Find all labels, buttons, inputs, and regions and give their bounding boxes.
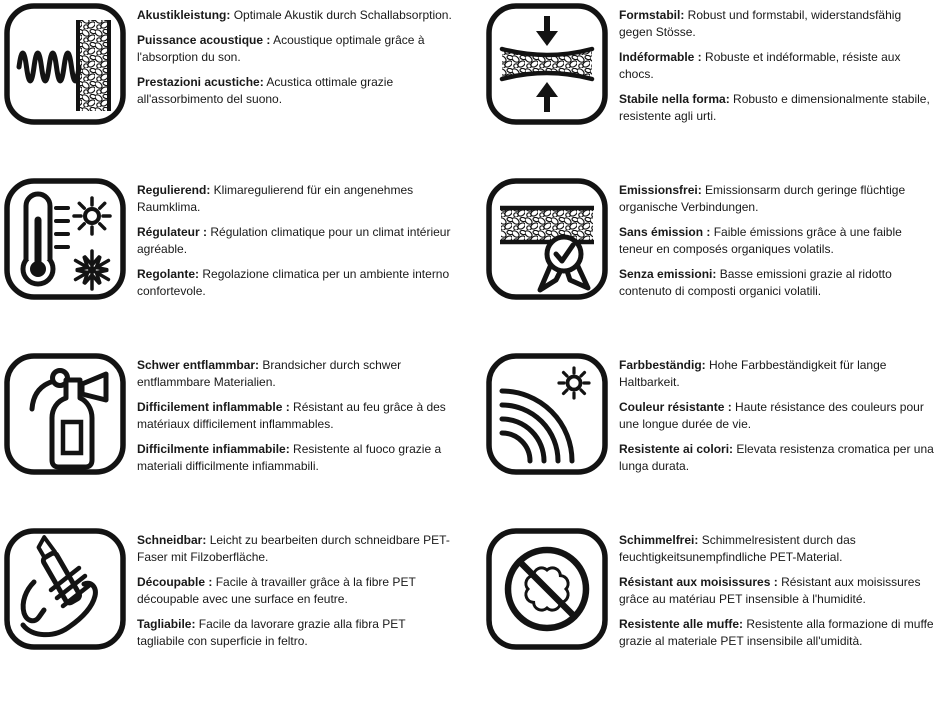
feature-label: Farbbeständig: [619, 358, 706, 372]
feature-paragraph-fr [137, 224, 453, 258]
feature-description: Leicht zu bearbeiten durch schneidbare PET-Faser mit Filzoberfläche. [137, 533, 450, 564]
feature-description: Régulation climatique pour un climat intérieur agréable. [137, 225, 451, 256]
feature-description: Résistant aux moisissures grâce au matériau PET insensible à l'humidité. [619, 575, 921, 606]
feature-paragraph-de [619, 7, 936, 41]
feature-paragraph-de [137, 182, 453, 216]
feature-description: Robuste et indéformable, résiste aux chocs. [619, 50, 901, 81]
feature-description: Emissionsarm durch geringe flüchtige organische Verbindungen. [619, 183, 906, 214]
feature-paragraph-de [137, 7, 453, 24]
feature-block-low-emission [468, 178, 936, 353]
feature-paragraph-fr [619, 49, 936, 83]
feature-text [619, 532, 936, 658]
feature-label: Regolante: [137, 267, 200, 281]
feature-paragraph-fr [137, 574, 453, 608]
feature-paragraph-fr [137, 32, 453, 66]
feature-label: Difficilmente infiammabile: [137, 442, 290, 456]
feature-text [137, 182, 453, 308]
feature-text [619, 357, 936, 483]
feature-description: Haute résistance des couleurs pour une longue durée de vie. [619, 400, 924, 431]
feature-description: Schimmelresistent durch das feuchtigkeitsunempfindliche PET-Material. [619, 533, 856, 564]
feature-description: Facile à travailler grâce à la fibre PET découpable avec une surface en feutre. [137, 575, 416, 606]
feature-paragraph-de [619, 357, 936, 391]
feature-block-fire-resistance [0, 353, 468, 528]
feature-label: Couleur résistante : [619, 400, 732, 414]
feature-text [137, 357, 453, 483]
feature-block-cuttability [0, 528, 468, 703]
feature-description: Basse emissioni grazie al ridotto contenuto di composti organici volatili. [619, 267, 892, 298]
feature-description: Klimaregulierend für ein angenehmes Raumklima. [137, 183, 414, 214]
feature-paragraph-it [619, 91, 936, 125]
fire-resistance-icon [4, 353, 126, 475]
feature-paragraph-fr [619, 399, 936, 433]
feature-label: Emissionsfrei: [619, 183, 702, 197]
feature-paragraph-it [137, 441, 453, 475]
feature-paragraph-fr [137, 399, 453, 433]
feature-block-acoustics [0, 3, 468, 178]
low-emission-icon [486, 178, 608, 300]
feature-description: Faible émissions grâce à une faible teneur en composés organiques volatils. [619, 225, 902, 256]
feature-text [137, 532, 453, 658]
feature-label: Akustikleistung: [137, 8, 231, 22]
feature-label: Prestazioni acustiche: [137, 75, 264, 89]
feature-label: Résistant aux moisissures : [619, 575, 778, 589]
feature-text [619, 7, 936, 133]
feature-paragraph-de [137, 532, 453, 566]
feature-description: Acoustique optimale grâce à l'absorption du son. [137, 33, 425, 64]
feature-description: Resistente alla formazione di muffe grazie al materiale PET insensibile all'umidità. [619, 617, 934, 648]
feature-paragraph-it [619, 441, 936, 475]
feature-block-climate-regulation [0, 178, 468, 353]
feature-label: Formstabil: [619, 8, 685, 22]
feature-block-mold-resistance [468, 528, 936, 703]
feature-label: Resistente ai colori: [619, 442, 734, 456]
feature-paragraph-it [619, 266, 936, 300]
feature-text [619, 182, 936, 308]
feature-label: Resistente alle muffe: [619, 617, 744, 631]
shape-stability-icon [486, 3, 608, 125]
feature-description: Regolazione climatica per un ambiente interno confortevole. [137, 267, 450, 298]
feature-description: Robusto e dimensionalmente stabile, resistente agli urti. [619, 92, 930, 123]
feature-label: Schwer entflammbar: [137, 358, 260, 372]
climate-regulation-icon [4, 178, 126, 300]
feature-description: Elevata resistenza cromatica per una lunga durata. [619, 442, 934, 473]
feature-description: Robust und formstabil, widerstandsfähig gegen Stösse. [619, 8, 902, 39]
feature-description: Résistant au feu grâce à des matériaux difficilement inflammables. [137, 400, 446, 431]
feature-label: Schimmelfrei: [619, 533, 699, 547]
feature-paragraph-it [619, 616, 936, 650]
feature-block-color-fastness [468, 353, 936, 528]
feature-label: Indéformable : [619, 50, 702, 64]
feature-block-shape-stability [468, 3, 936, 178]
feature-label: Sans émission : [619, 225, 711, 239]
feature-label: Tagliabile: [137, 617, 196, 631]
feature-label: Découpable : [137, 575, 213, 589]
feature-description: Facile da lavorare grazie alla fibra PET tagliabile con superficie in feltro. [137, 617, 406, 648]
feature-description: Optimale Akustik durch Schallabsorption. [230, 8, 452, 22]
feature-paragraph-it [137, 616, 453, 650]
mold-resistance-icon [486, 528, 608, 650]
feature-paragraph-de [619, 182, 936, 216]
feature-label: Régulateur : [137, 225, 208, 239]
feature-paragraph-fr [619, 224, 936, 258]
feature-label: Puissance acoustique : [137, 33, 271, 47]
feature-paragraph-fr [619, 574, 936, 608]
feature-description: Hohe Farbbeständigkeit für lange Haltbarkeit. [619, 358, 887, 389]
feature-paragraph-it [137, 74, 453, 108]
feature-text [137, 7, 453, 116]
feature-label: Difficilement inflammable : [137, 400, 290, 414]
feature-description: Acustica ottimale grazie all'assorbimento del suono. [137, 75, 394, 106]
feature-label: Schneidbar: [137, 533, 207, 547]
feature-description: Brandsicher durch schwer entflammbare Materialien. [137, 358, 402, 389]
cuttable-icon [4, 528, 126, 650]
feature-label: Stabile nella forma: [619, 92, 730, 106]
feature-paragraph-it [137, 266, 453, 300]
feature-description: Resistente al fuoco grazie a materiali difficilmente infiammabili. [137, 442, 442, 473]
color-fastness-icon [486, 353, 608, 475]
feature-label: Regulierend: [137, 183, 211, 197]
feature-paragraph-de [619, 532, 936, 566]
feature-paragraph-de [137, 357, 453, 391]
sound-absorption-icon [4, 3, 126, 125]
feature-label: Senza emissioni: [619, 267, 717, 281]
